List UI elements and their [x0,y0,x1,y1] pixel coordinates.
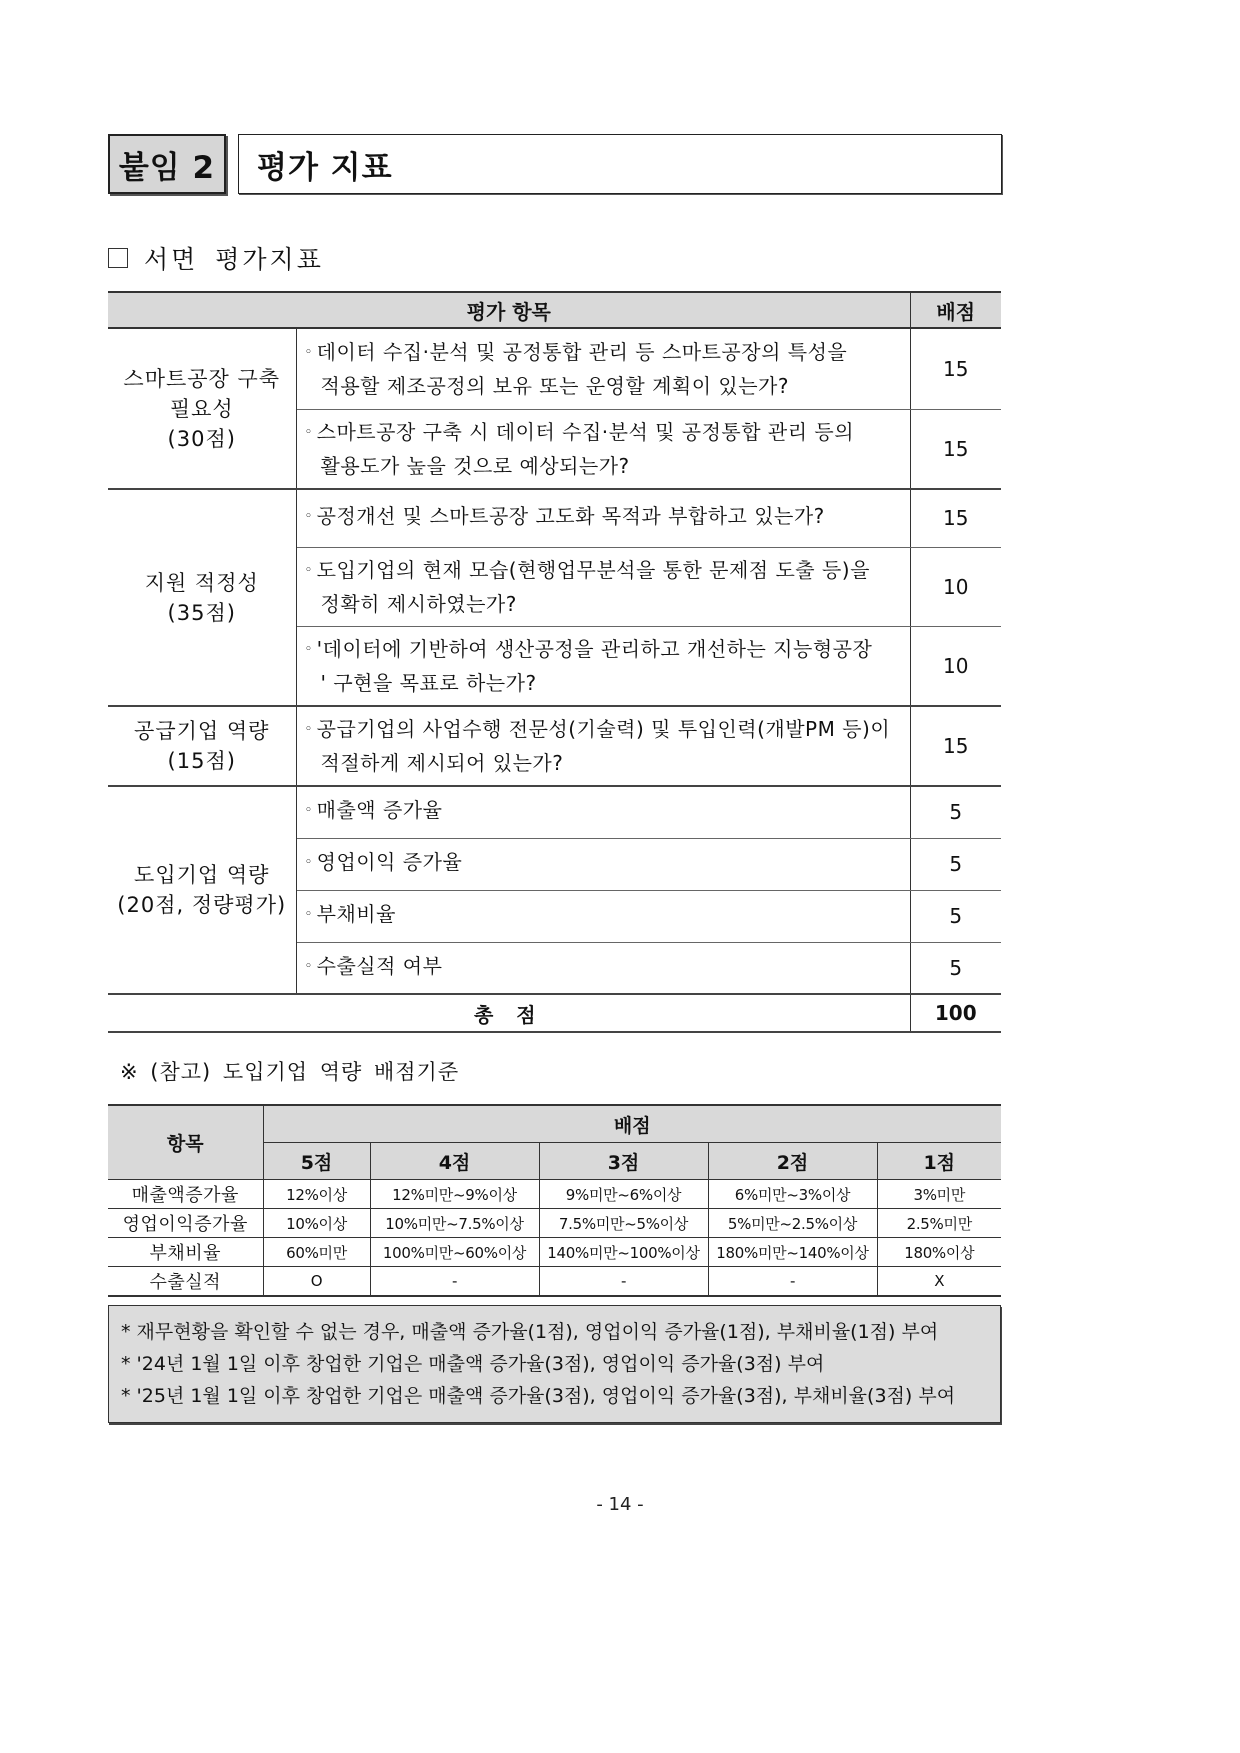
bullet-icon: ◦ [304,641,313,657]
item-text: 정확히 제시하였는가? [320,591,517,616]
item-cell [296,547,910,626]
total-row [108,994,1001,1032]
criteria-row [108,1180,1001,1209]
bullet-icon: ◦ [304,855,313,870]
table-row [108,489,1001,547]
bullet-icon: ◦ [304,958,313,974]
item-cell [296,706,910,786]
points-cell: 10 [910,547,1001,626]
criteria-cell: 12%이상 [263,1180,370,1209]
note-item: * 재무현황을 확인할 수 없는 경우, 매출액 증가율(1점), 영업이익 증가율(1점), 부채비율(1점) 부여 [121,1321,939,1343]
criteria-row-name: 매출액증가율 [108,1180,263,1209]
criteria-cell: 100%미만~60%이상 [370,1238,539,1267]
criteria-table [108,1104,1001,1297]
criteria-cell: O [263,1267,370,1297]
item-text: ' 구현을 목표로 하는가? [320,670,537,695]
header-points: 배점 [910,292,1001,328]
criteria-row-name: 수출실적 [108,1267,263,1297]
criteria-cell: - [539,1267,708,1297]
criteria-cell: X [877,1267,1001,1297]
category-points: (15점) [167,749,236,773]
total-points: 100 [910,994,1001,1032]
header-score-5: 5점 [263,1143,370,1180]
page-number: - 14 - [596,1494,644,1515]
points-cell: 10 [910,626,1001,706]
item-text: '데이터에 기반하여 생산공정을 관리하고 개선하는 지능형공장 [316,636,873,661]
item-cell [296,838,910,890]
points-cell: 5 [910,838,1001,890]
page-title: 평가 지표 [238,134,1002,194]
category-cell [108,328,296,489]
criteria-cell: 180%이상 [877,1238,1001,1267]
bullet-icon: ◦ [304,803,313,819]
criteria-cell: 6%미만~3%이상 [708,1180,877,1209]
item-text: 부채비율 [316,902,396,926]
points-cell: 15 [910,489,1001,547]
item-cell [296,890,910,942]
bullet-icon: ◦ [304,907,313,922]
item-cell [296,328,910,409]
reference-heading: ※ (참고) 도입기업 역량 배점기준 [120,1060,460,1084]
category-points: (20점, 정량평가) [117,893,287,917]
points-cell: 15 [910,409,1001,489]
notes-box [108,1305,1001,1423]
table-row [108,786,1001,838]
item-text: 스마트공장 구축 시 데이터 수집·분석 및 공정통합 관리 등의 [316,419,855,444]
criteria-cell: 60%미만 [263,1238,370,1267]
criteria-row [108,1209,1001,1238]
header-score-3: 3점 [539,1143,708,1180]
category-label: 지원 적정성 [144,570,259,595]
header-score: 배점 [263,1105,1001,1143]
item-cell [296,626,910,706]
section-heading [108,240,324,276]
item-text: 도입기업의 현재 모습(현행업무분석을 통한 문제점 도출 등)을 [316,557,870,582]
bullet-icon: ◦ [304,509,313,525]
item-text: 수출실적 여부 [316,953,443,978]
criteria-cell: 9%미만~6%이상 [539,1180,708,1209]
criteria-cell: - [370,1267,539,1297]
header-score-4: 4점 [370,1143,539,1180]
category-cell [108,706,296,786]
criteria-cell: 12%미만~9%이상 [370,1180,539,1209]
item-text: 적절하게 제시되어 있는가? [320,751,564,775]
table-row [108,706,1001,786]
item-cell [296,489,910,547]
header-eval-item: 평가 항목 [108,292,910,328]
points-cell: 5 [910,890,1001,942]
bullet-icon: ◦ [304,562,313,578]
item-text: 공정개선 및 스마트공장 고도화 목적과 부합하고 있는가? [316,504,825,529]
table-row [108,328,1001,409]
bullet-icon: ◦ [304,344,313,360]
section-title: 서면 평가지표 [144,245,324,274]
header-score-1: 1점 [877,1143,1001,1180]
category-label: 필요성 [169,396,234,421]
checkbox-square-icon [108,248,128,268]
criteria-cell: 10%미만~7.5%이상 [370,1209,539,1238]
criteria-cell: 2.5%미만 [877,1209,1001,1238]
item-text: 활용도가 높을 것으로 예상되는가? [320,453,630,478]
points-cell: 15 [910,706,1001,786]
item-cell [296,942,910,994]
evaluation-table [108,291,1001,1033]
bullet-icon: ◦ [304,722,313,737]
total-label: 총 점 [108,994,910,1032]
criteria-row [108,1267,1001,1297]
category-label: 스마트공장 구축 [123,366,281,391]
bullet-icon: ◦ [304,424,313,440]
criteria-cell: 5%미만~2.5%이상 [708,1209,877,1238]
item-text: 영업이익 증가율 [316,850,463,874]
criteria-row-name: 부채비율 [108,1238,263,1267]
criteria-cell: 10%이상 [263,1209,370,1238]
criteria-cell: 140%미만~100%이상 [539,1238,708,1267]
criteria-cell: 3%미만 [877,1180,1001,1209]
note-item: * '24년 1월 1일 이후 창업한 기업은 매출액 증가율(3점), 영업이익 증가율(3점) 부여 [121,1353,825,1375]
item-text: 데이터 수집·분석 및 공정통합 관리 등 스마트공장의 특성을 [316,339,848,364]
category-cell [108,786,296,994]
category-points: (35점) [167,600,236,625]
attachment-tag: 붙임 2 [108,134,226,194]
item-cell [296,786,910,838]
item-text: 적용할 제조공정의 보유 또는 운영할 계획이 있는가? [320,373,789,398]
header-item: 항목 [108,1105,263,1180]
criteria-row [108,1238,1001,1267]
criteria-cell: - [708,1267,877,1297]
points-cell: 15 [910,328,1001,409]
criteria-header-row [108,1105,1001,1143]
table-header-row [108,292,1001,328]
criteria-cell: 180%미만~140%이상 [708,1238,877,1267]
item-text: 공급기업의 사업수행 전문성(기술력) 및 투입인력(개발PM 등)이 [316,717,891,741]
criteria-row-name: 영업이익증가율 [108,1209,263,1238]
item-cell [296,409,910,489]
category-label: 도입기업 역량 [134,863,270,887]
item-text: 매출액 증가율 [316,798,443,823]
category-points: (30점) [167,426,236,451]
category-cell [108,489,296,706]
category-label: 공급기업 역량 [134,719,270,743]
points-cell: 5 [910,786,1001,838]
points-cell: 5 [910,942,1001,994]
header-score-2: 2점 [708,1143,877,1180]
note-item: * '25년 1월 1일 이후 창업한 기업은 매출액 증가율(3점), 영업이익 증가율(3점), 부채비율(3점) 부여 [121,1385,956,1407]
criteria-cell: 7.5%미만~5%이상 [539,1209,708,1238]
